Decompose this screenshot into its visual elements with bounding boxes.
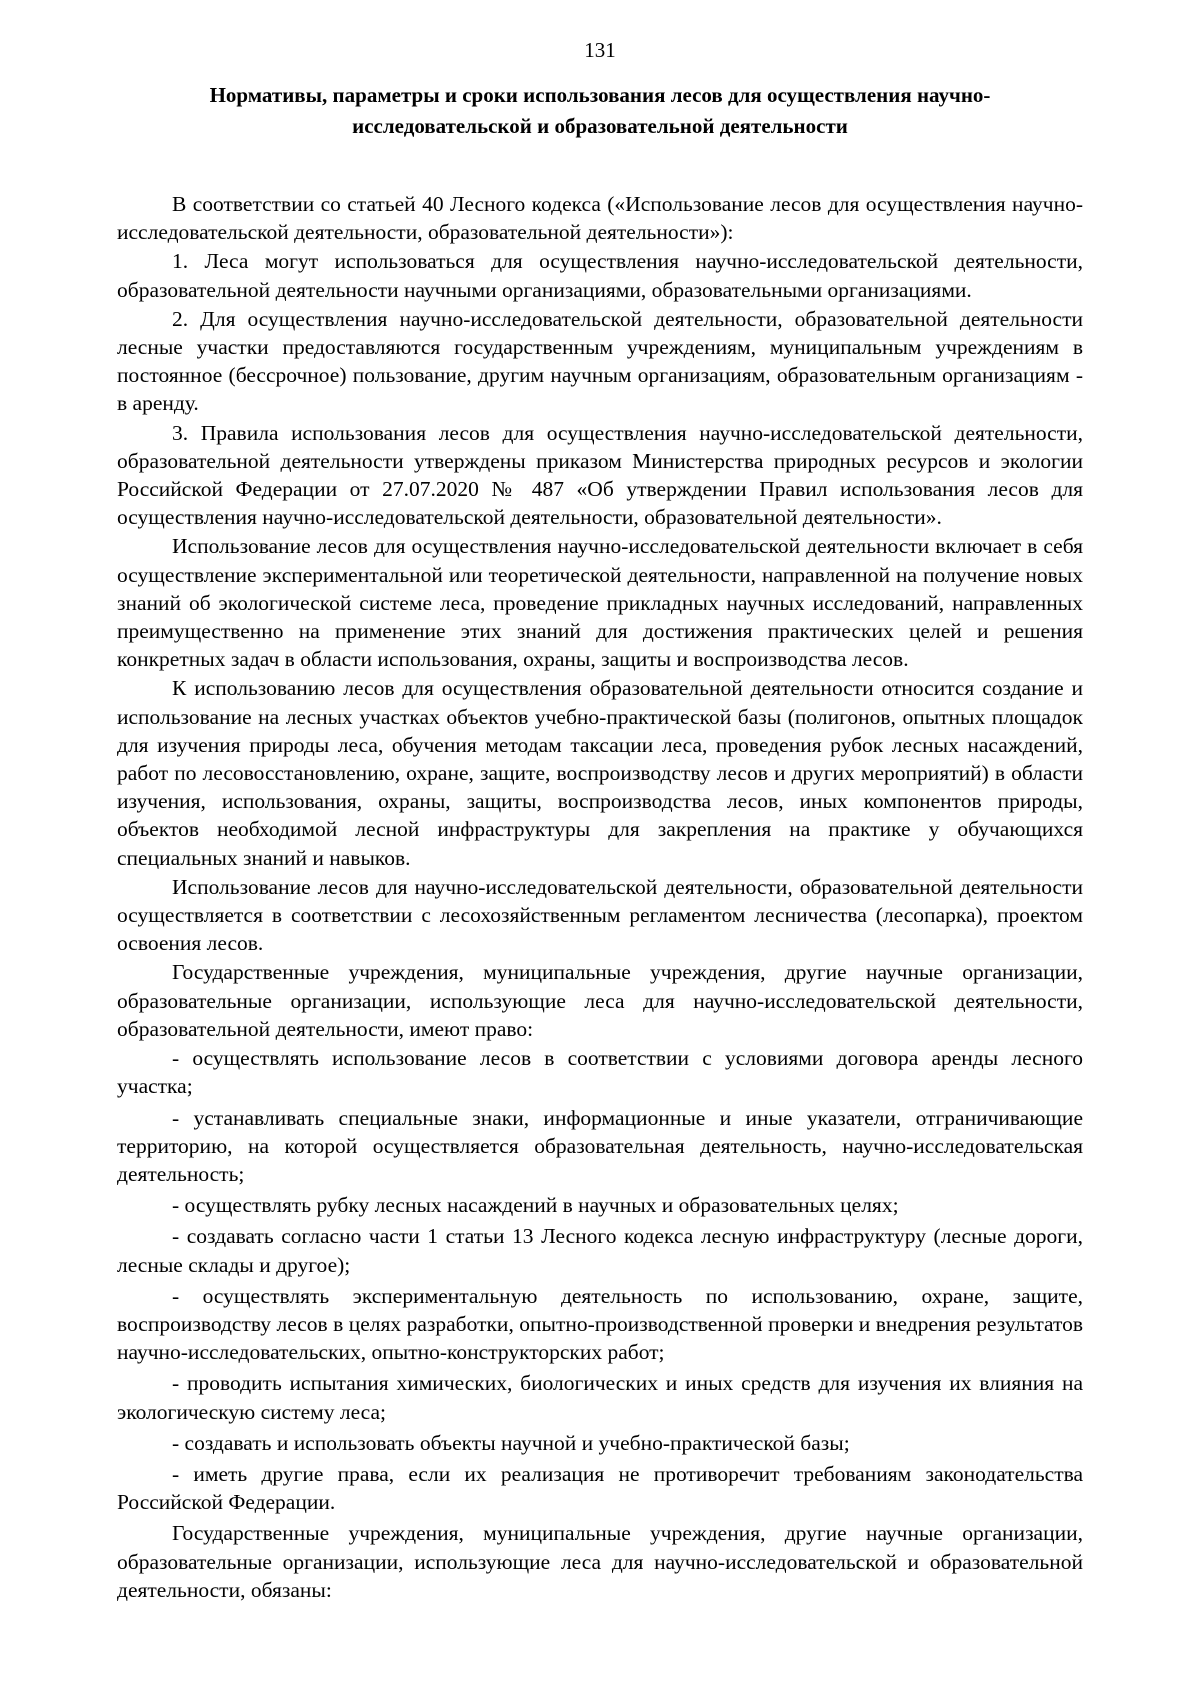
list-item-right: - проводить испытания химических, биологических и иных средств для изучения их влияния на экологическую систему леса; <box>117 1371 1083 1424</box>
paragraph-item-2: 2. Для осуществления научно-исследовательской деятельности, образовательной деятельности лесные участки предоставляются государственным учреждениям, муниципальным учреждениям в постоянное (бессрочное) пользование, другим научным организациям, образовательным организациям - в аренду. <box>117 306 1083 416</box>
list-item-right: - иметь другие права, если их реализация не противоречит требованиям законодательства Российской Федерации. <box>117 1461 1083 1515</box>
list-item-right: - осуществлять рубку лесных насаждений в научных и образовательных целях; <box>172 1193 899 1218</box>
list-item-right: - устанавливать специальные знаки, информационные и иные указатели, отграничивающие территорию, на которой осуществляется образовательная деятельность, научно-исследовательская деятельность; <box>117 1105 1083 1186</box>
page-number: 131 <box>584 38 616 62</box>
paragraph-intro: В соответствии со статьей 40 Лесного кодекса («Использование лесов для осуществления научно-исследовательской деятельности, образовательной деятельности»): <box>117 192 1083 245</box>
list-item-right: - осуществлять экспериментальную деятельность по использованию, охране, защите, воспроизводству лесов в целях разработки, опытно-производственной проверки и внедрения результатов научно-исследовательских, опытно-конструкторских работ; <box>117 1283 1083 1365</box>
paragraph-item-3: 3. Правила использования лесов для осуществления научно-исследовательской деятельности, образовательной деятельности утверждены приказом Министерства природных ресурсов и экологии Российской Федерации от 27.07.2020 № 487 «Об утверждении Правил использования лесов для осуществления научно-исследовательской деятельности, образовательной деятельности». <box>117 420 1083 530</box>
paragraph-obligations-intro: Государственные учреждения, муниципальные учреждения, другие научные организации, образовательные организации, использующие леса для научно-исследовательской и образовательной деятельности, обязаны: <box>117 1521 1083 1602</box>
paragraph-rights-intro: Государственные учреждения, муниципальные учреждения, другие научные организации, образовательные организации, использующие леса для научно-исследовательской деятельности, образовательной деятельности, имеют право: <box>117 960 1083 1041</box>
paragraph-research: Использование лесов для осуществления научно-исследовательской деятельности включает в себя осуществление экспериментальной или теоретической деятельности, направленной на получение новых знаний об экологической системе леса, проведение прикладных научных исследований, направленных преимущественно на применение этих знаний для достижения практических целей и решения конкретных задач в области использования, охраны, защиты и воспроизводства лесов. <box>117 534 1083 672</box>
paragraph-education: К использованию лесов для осуществления образовательной деятельности относится создание и использование на лесных участках объектов учебно-практической базы (полигонов, опытных площадок для изучения природы леса, обучения методам таксации леса, проведения рубок лесных насаждений, работ по лесовосстановлению, охране, защите, воспроизводству лесов и других мероприятий) в области изучения, использования, охраны, защиты, воспроизводства лесов, иных компонентов природы, объектов необходимой лесной инфраструктуры для закрепления на практике у обучающихся специальных знаний и навыков. <box>117 676 1083 870</box>
document-title: Нормативы, параметры и сроки использования лесов для осуществления научно-исследовательской и образовательной деятельности <box>209 83 991 138</box>
document-body <box>117 190 1083 1605</box>
list-item-right: - создавать согласно части 1 статьи 13 Лесного кодекса лесную инфраструктуру (лесные дороги, лесные склады и другое); <box>117 1224 1083 1277</box>
list-item-right: - осуществлять использование лесов в соответствии с условиями договора аренды лесного участка; <box>117 1046 1083 1099</box>
paragraph-item-1: 1. Леса могут использоваться для осуществления научно-исследовательской деятельности, образовательной деятельности научными организациями, образовательными организациями. <box>117 249 1083 302</box>
paragraph-regulation: Использование лесов для научно-исследовательской деятельности, образовательной деятельности осуществляется в соответствии с лесохозяйственным регламентом лесничества (лесопарка), проектом освоения лесов. <box>117 874 1083 956</box>
list-item-right: - создавать и использовать объекты научной и учебно-практической базы; <box>172 1430 850 1455</box>
